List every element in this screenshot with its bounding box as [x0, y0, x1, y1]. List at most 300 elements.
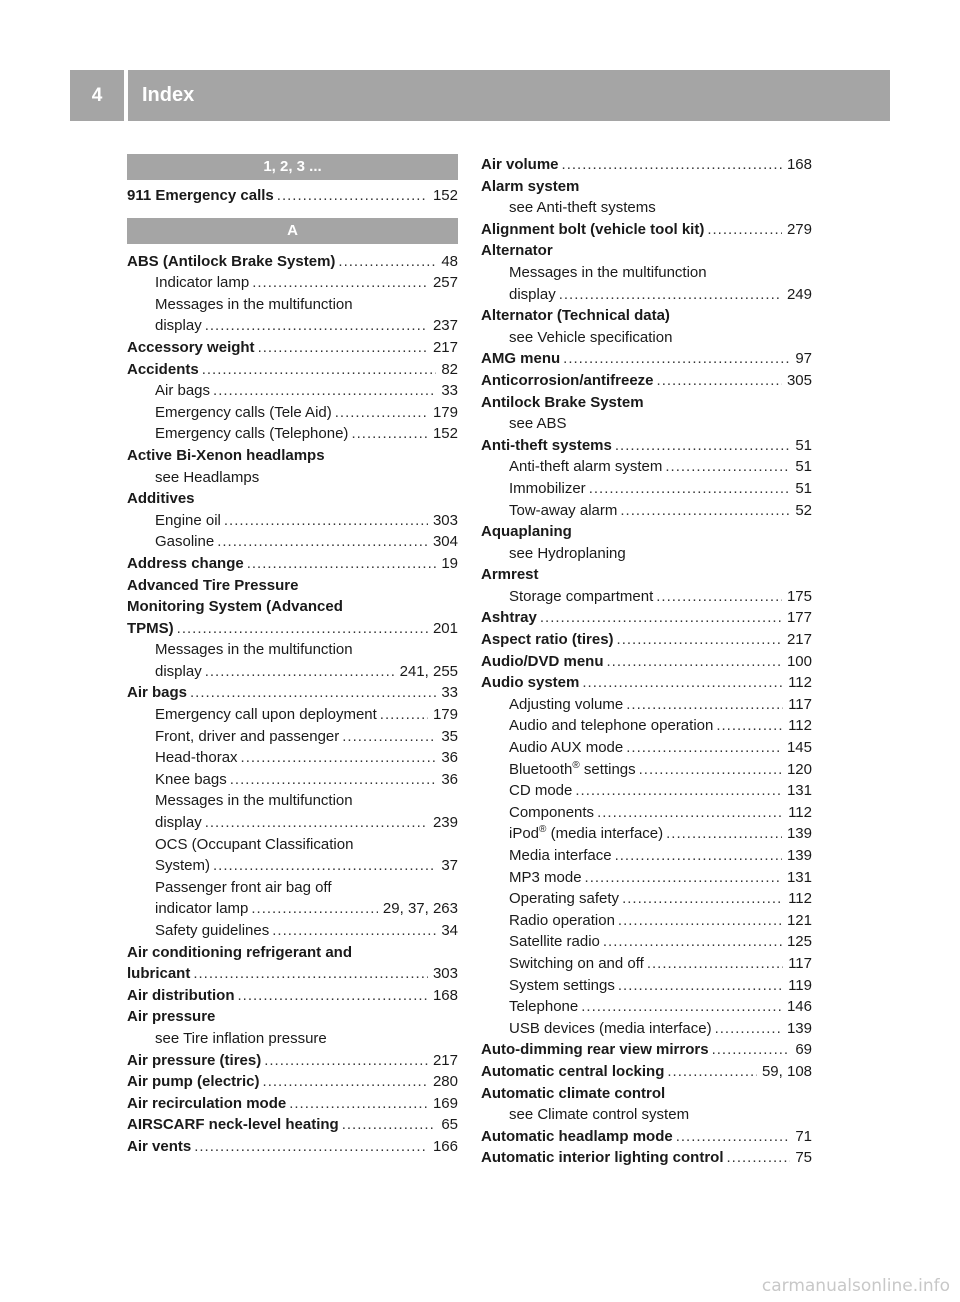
page-reference[interactable]: 97	[795, 350, 812, 368]
index-subentry	[127, 661, 458, 683]
entry-term-text: Tow-away alarm	[509, 501, 618, 519]
page-reference[interactable]: 119	[788, 976, 812, 994]
entry-term	[509, 327, 672, 349]
entry-term	[155, 855, 210, 877]
entry-term-text: System)	[155, 857, 211, 875]
entry-term-text: Alarm system	[481, 177, 580, 195]
index-entry	[127, 1114, 458, 1136]
index-subentry	[127, 639, 458, 661]
entry-term	[481, 1126, 673, 1148]
entry-term	[155, 639, 353, 661]
leader-dots	[727, 1147, 791, 1169]
entry-term	[509, 543, 626, 565]
entry-term-text: Storage compartment	[509, 587, 654, 605]
entry-term-text: Components	[509, 803, 595, 821]
leader-dots	[335, 402, 428, 424]
leader-dots	[230, 769, 437, 791]
page-reference[interactable]: 239	[432, 814, 458, 832]
index-entry	[127, 185, 458, 207]
entry-term	[127, 1114, 339, 1136]
entry-term-text: Bluetooth	[509, 760, 573, 778]
index-subentry	[127, 315, 458, 337]
page-reference[interactable]: 125	[786, 933, 812, 951]
index-entry	[481, 435, 812, 457]
section-letter-header: 1, 2, 3 ...	[127, 154, 458, 180]
index-subentry	[481, 823, 812, 845]
entry-term	[127, 963, 190, 985]
index-entry	[127, 445, 458, 467]
index-subentry	[481, 413, 812, 435]
page-reference[interactable]: 241, 255	[399, 662, 458, 680]
entry-term-text: display	[509, 285, 556, 303]
registered-mark: ®	[539, 824, 547, 836]
entry-term-text: Audio system	[481, 674, 580, 692]
index-entry	[481, 176, 812, 198]
entry-term	[155, 294, 353, 316]
page-reference[interactable]: 71	[795, 1127, 812, 1145]
entry-term-text: Messages in the multifunction	[155, 792, 353, 810]
page-reference[interactable]: 112	[788, 890, 812, 908]
leader-dots	[217, 531, 428, 553]
index-entry	[127, 985, 458, 1007]
index-entry	[481, 521, 812, 543]
leader-dots	[622, 888, 783, 910]
page-reference[interactable]: 120	[786, 760, 812, 778]
page-reference[interactable]: 169	[432, 1094, 458, 1112]
entry-term-text: Passenger front air bag off	[155, 878, 332, 896]
entry-term-text: Automatic headlamp mode	[481, 1127, 673, 1145]
entry-term	[481, 370, 654, 392]
entry-term	[509, 975, 615, 997]
index-subentry	[481, 456, 812, 478]
page-reference[interactable]: 37	[441, 857, 458, 875]
page-reference[interactable]: 36	[441, 770, 458, 788]
leader-dots	[342, 1114, 437, 1136]
leader-dots	[626, 694, 783, 716]
entry-term-text: AIRSCARF neck-level heating	[127, 1116, 339, 1134]
entry-term	[155, 769, 227, 791]
index-subentry	[481, 953, 812, 975]
page-reference[interactable]: 117	[788, 954, 812, 972]
leader-dots	[639, 759, 782, 781]
index-entry	[127, 575, 458, 597]
leader-dots	[603, 931, 782, 953]
page-reference[interactable]: 139	[786, 825, 812, 843]
index-subentry	[481, 197, 812, 219]
watermark: carmanualsonline.info	[761, 1276, 950, 1296]
index-entry	[481, 1147, 812, 1169]
entry-term-text: Engine oil	[155, 511, 221, 529]
index-entry	[481, 651, 812, 673]
entry-term	[155, 272, 249, 294]
leader-dots	[205, 661, 395, 683]
leader-dots	[585, 867, 782, 889]
entry-term-text: lubricant	[127, 965, 191, 983]
entry-term	[481, 240, 553, 262]
entry-term-text: USB devices (media interface)	[509, 1019, 712, 1037]
leader-dots	[177, 618, 428, 640]
page-reference[interactable]: 75	[795, 1149, 812, 1167]
entry-term-text: display	[155, 317, 202, 335]
leader-dots	[618, 975, 783, 997]
entry-term	[127, 618, 174, 640]
page-reference[interactable]: 19	[441, 554, 458, 572]
leader-dots	[656, 586, 782, 608]
page-reference[interactable]: 52	[795, 501, 812, 519]
page-reference[interactable]: 257	[432, 274, 458, 292]
index-subentry	[127, 726, 458, 748]
entry-term-text: Media interface	[509, 847, 612, 864]
entry-term-text: Alternator	[481, 242, 553, 260]
page-reference[interactable]: 177	[786, 609, 812, 627]
leader-dots	[241, 747, 437, 769]
entry-term	[509, 888, 619, 910]
page-reference[interactable]: 33	[441, 382, 458, 400]
leader-dots	[263, 1071, 428, 1093]
entry-term	[155, 920, 269, 942]
entry-term	[509, 759, 636, 781]
page-reference[interactable]: 168	[786, 156, 812, 173]
index-subentry	[127, 920, 458, 942]
entry-term	[481, 176, 579, 198]
entry-term-text: Aspect ratio (tires)	[481, 631, 614, 649]
index-entry	[127, 963, 458, 985]
entry-term-text: TPMS)	[127, 619, 174, 637]
page-reference[interactable]: 280	[432, 1073, 458, 1091]
entry-term-text: Air pressure	[127, 1008, 216, 1026]
leader-dots	[615, 435, 790, 457]
entry-term	[481, 1061, 664, 1083]
index-subentry	[481, 910, 812, 932]
leader-dots	[582, 672, 783, 694]
page-reference[interactable]: 305	[786, 371, 812, 389]
entry-term	[127, 985, 235, 1007]
entry-term	[127, 337, 255, 359]
entry-term-text: Adjusting volume	[509, 695, 624, 713]
entry-term-text: Accessory weight	[127, 338, 255, 356]
entry-term-text: Additives	[127, 490, 195, 508]
index-subentry	[481, 694, 812, 716]
entry-term	[127, 445, 325, 467]
page-reference[interactable]: 249	[786, 285, 812, 303]
entry-term	[155, 661, 202, 683]
page-reference[interactable]: 139	[786, 847, 812, 864]
page-reference[interactable]: 131	[786, 868, 812, 886]
leader-dots	[380, 704, 428, 726]
entry-term	[509, 1018, 712, 1040]
entry-term-text: Automatic central locking	[481, 1062, 665, 1080]
entry-term-text: see ABS	[509, 415, 567, 433]
entry-term	[481, 1039, 709, 1061]
entry-term-text: System settings	[509, 976, 615, 994]
entry-term-text: ABS (Antilock Brake System)	[127, 252, 336, 270]
index-entry	[481, 607, 812, 629]
page-reference[interactable]: 29, 37, 263	[382, 900, 458, 918]
leader-dots	[289, 1093, 428, 1115]
page-reference[interactable]: 303	[432, 965, 458, 983]
entry-term	[481, 564, 539, 586]
entry-term-text: Emergency call upon deployment	[155, 706, 377, 724]
entry-term	[509, 845, 612, 867]
page-reference[interactable]: 36	[441, 749, 458, 767]
page-reference[interactable]: 69	[795, 1041, 812, 1059]
leader-dots	[647, 953, 783, 975]
entry-term	[155, 704, 377, 726]
entry-term	[509, 478, 586, 500]
entry-term	[127, 488, 195, 510]
index-subentry	[481, 888, 812, 910]
leader-dots	[205, 315, 428, 337]
index-entry	[127, 1006, 458, 1028]
entry-term	[509, 456, 662, 478]
entry-term	[155, 315, 202, 337]
registered-mark: ®	[572, 759, 580, 771]
leader-dots	[715, 1018, 782, 1040]
entry-term-text: Air bags	[127, 684, 188, 702]
entry-term-text: Head-thorax	[155, 749, 238, 767]
entry-term-text: Audio AUX mode	[509, 739, 624, 757]
page-reference[interactable]: 51	[795, 458, 812, 476]
index-entry	[127, 337, 458, 359]
entry-term	[481, 629, 614, 651]
index-subentry	[127, 531, 458, 553]
leader-dots	[667, 1061, 757, 1083]
index-entry	[127, 251, 458, 273]
page-reference[interactable]: 217	[432, 338, 458, 356]
index-entry	[481, 348, 812, 370]
index-subentry	[481, 715, 812, 737]
entry-term	[127, 359, 199, 381]
index-entry	[127, 596, 458, 618]
page-reference[interactable]: 145	[786, 739, 812, 757]
page-reference[interactable]: 35	[441, 727, 458, 745]
entry-term	[509, 953, 644, 975]
index-entry	[481, 672, 812, 694]
entry-term-text: indicator lamp	[155, 900, 249, 918]
leader-dots	[581, 996, 782, 1018]
page-reference[interactable]: 166	[432, 1137, 458, 1155]
entry-term-text: 911 Emergency calls	[127, 187, 274, 204]
entry-term-text: Gasoline	[155, 533, 215, 551]
entry-term	[481, 435, 612, 457]
page-reference[interactable]: 65	[441, 1116, 458, 1134]
entry-term-text: Air volume	[481, 156, 559, 173]
leader-dots	[190, 682, 436, 704]
page-reference[interactable]: 100	[786, 652, 812, 670]
index-entry	[481, 154, 812, 176]
entry-term	[155, 898, 248, 920]
page-reference[interactable]: 304	[432, 533, 458, 551]
page-reference[interactable]: 112	[788, 803, 812, 821]
page-reference[interactable]: 217	[432, 1051, 458, 1069]
page-reference[interactable]: 303	[432, 511, 458, 529]
page-reference[interactable]: 139	[786, 1019, 812, 1037]
entry-term-text: Audio/DVD menu	[481, 652, 604, 670]
page-reference[interactable]: 51	[795, 436, 812, 454]
entry-term-text: Emergency calls (Tele Aid)	[155, 403, 332, 421]
index-subentry	[127, 294, 458, 316]
leader-dots	[342, 726, 436, 748]
page-reference[interactable]: 82	[441, 360, 458, 378]
page-reference[interactable]: 117	[788, 695, 812, 713]
leader-dots	[193, 963, 428, 985]
index-subentry	[481, 931, 812, 953]
index-entry	[127, 1093, 458, 1115]
entry-term	[155, 402, 332, 424]
index-entry	[481, 1039, 812, 1061]
entry-term-text: see Climate control system	[509, 1106, 690, 1124]
leader-dots	[258, 337, 428, 359]
entry-term-suffix: (media interface)	[546, 825, 664, 843]
index-subentry	[127, 898, 458, 920]
entry-term-text: display	[155, 662, 202, 680]
leader-dots	[205, 812, 428, 834]
index-entry	[127, 359, 458, 381]
index-subentry	[127, 272, 458, 294]
leader-dots	[676, 1126, 791, 1148]
index-entry	[127, 1071, 458, 1093]
leader-dots	[665, 456, 790, 478]
entry-term	[509, 197, 656, 219]
entry-term	[155, 1028, 327, 1050]
entry-term	[127, 1050, 261, 1072]
entry-term	[481, 672, 579, 694]
page-reference[interactable]: 168	[432, 986, 458, 1004]
page-reference[interactable]: 112	[788, 717, 812, 735]
index-subentry	[127, 704, 458, 726]
index-entry	[481, 629, 812, 651]
index-subentry	[481, 996, 812, 1018]
page-reference[interactable]: 179	[432, 706, 458, 724]
entry-term-text: Front, driver and passenger	[155, 727, 340, 745]
entry-term	[509, 823, 663, 845]
index-subentry	[127, 877, 458, 899]
leader-dots	[264, 1050, 428, 1072]
leader-dots	[540, 607, 782, 629]
page-reference[interactable]: 112	[788, 674, 812, 692]
entry-term-text: Messages in the multifunction	[155, 295, 353, 313]
entry-term-text: Messages in the multifunction	[155, 641, 353, 659]
leader-dots	[247, 553, 437, 575]
index-entry	[127, 1136, 458, 1158]
leader-dots	[338, 251, 436, 273]
section-letter-header: A	[127, 218, 458, 244]
page-reference[interactable]: 175	[786, 587, 812, 605]
entry-term	[509, 910, 615, 932]
page-reference[interactable]: 121	[786, 911, 812, 929]
page-reference[interactable]: 179	[432, 403, 458, 421]
entry-term-text: Alignment bolt (vehicle tool kit)	[481, 220, 705, 238]
page-reference[interactable]: 201	[432, 619, 458, 637]
leader-dots	[666, 823, 782, 845]
index-entry	[127, 1050, 458, 1072]
leader-dots	[224, 510, 428, 532]
leader-dots	[272, 920, 436, 942]
entry-term	[509, 694, 623, 716]
leader-dots	[563, 348, 790, 370]
page-reference[interactable]: 59, 108	[761, 1062, 812, 1080]
index-subentry	[481, 284, 812, 306]
index-subentry	[481, 500, 812, 522]
entry-term	[481, 521, 572, 543]
index-subentry	[127, 402, 458, 424]
index-subentry	[127, 423, 458, 445]
page-reference[interactable]: 33	[441, 684, 458, 702]
index-subentry	[481, 478, 812, 500]
entry-term-text: see Anti-theft systems	[509, 199, 656, 217]
index-subentry	[481, 975, 812, 997]
leader-dots	[615, 845, 782, 867]
index-entry	[127, 618, 458, 640]
entry-term	[155, 726, 339, 748]
entry-term	[155, 510, 221, 532]
page-reference[interactable]: 152	[432, 425, 458, 443]
entry-term	[509, 931, 600, 953]
entry-term	[509, 715, 713, 737]
entry-term	[127, 682, 187, 704]
entry-term	[127, 1071, 260, 1093]
page-reference[interactable]: 48	[441, 252, 458, 270]
page-reference[interactable]: 217	[786, 631, 812, 649]
entry-term-text: Anticorrosion/antifreeze	[481, 371, 654, 389]
index-subentry	[127, 510, 458, 532]
entry-term-text: Antilock Brake System	[481, 393, 644, 411]
leader-dots	[562, 154, 782, 176]
page-reference[interactable]: 34	[441, 922, 458, 939]
entry-term-text: Aquaplaning	[481, 523, 572, 541]
entry-term	[155, 834, 353, 856]
header-divider	[124, 70, 128, 121]
entry-term	[155, 423, 348, 445]
entry-term	[481, 1083, 665, 1105]
page-reference[interactable]: 237	[432, 317, 458, 335]
index-column-right	[481, 154, 812, 1169]
index-subentry	[481, 845, 812, 867]
entry-term	[509, 586, 653, 608]
entry-term	[127, 553, 244, 575]
leader-dots	[351, 423, 428, 445]
index-subentry	[481, 262, 812, 284]
entry-term	[481, 1147, 724, 1169]
index-subentry	[481, 780, 812, 802]
entry-term-text: see Vehicle specification	[509, 328, 673, 346]
index-subentry	[481, 1018, 812, 1040]
page-reference[interactable]: 51	[795, 479, 812, 497]
leader-dots	[657, 370, 782, 392]
entry-term-text: display	[155, 814, 202, 832]
index-subentry	[127, 790, 458, 812]
entry-term	[509, 780, 572, 802]
entry-term-text: see Headlamps	[155, 468, 260, 486]
entry-term-text: Operating safety	[509, 890, 620, 908]
entry-term-text: Anti-theft systems	[481, 436, 612, 454]
entry-term	[155, 380, 210, 402]
leader-dots	[251, 898, 378, 920]
page-reference[interactable]: 146	[786, 998, 812, 1016]
entry-term	[127, 185, 274, 207]
entry-term	[155, 812, 202, 834]
index-entry	[127, 942, 458, 964]
index-subentry	[127, 769, 458, 791]
entry-term-text: Knee bags	[155, 770, 227, 788]
entry-term	[509, 413, 567, 435]
entry-term-text: see Tire inflation pressure	[155, 1029, 327, 1047]
entry-term-text: Armrest	[481, 566, 539, 584]
page-reference[interactable]: 152	[432, 187, 458, 204]
page-reference[interactable]: 131	[786, 782, 812, 800]
page-reference[interactable]: 279	[786, 220, 812, 238]
index-entry	[127, 488, 458, 510]
